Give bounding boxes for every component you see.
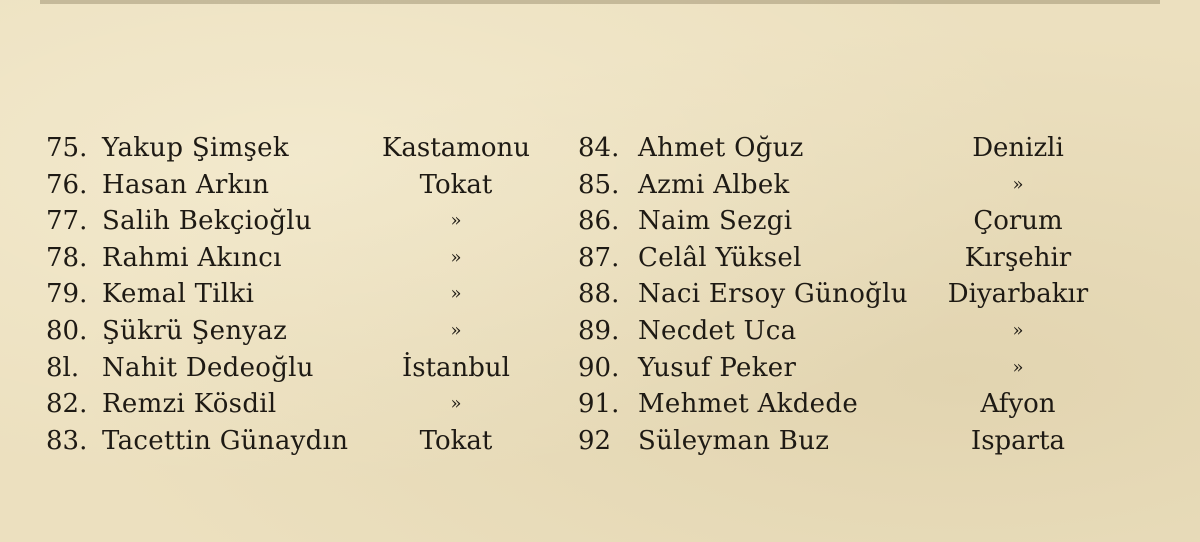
list-item [578,203,1138,240]
entry-number: 87. [578,242,620,273]
list-item [578,276,1138,313]
entry-city: Isparta [970,425,1066,456]
entry-number: 78. [46,242,88,273]
entry-number: 92 [578,425,612,456]
entry-number: 90. [578,352,620,383]
top-rule [40,0,1160,4]
list-item [578,313,1138,350]
entry-city-ditto: » [450,283,462,305]
list-item [578,240,1138,277]
entry-city: Diyarbakır [947,279,1089,310]
entry-number: 76. [46,169,88,200]
entry-name: Naim Sezgi [638,206,793,237]
entry-number: 89. [578,315,620,346]
entry-city-ditto: » [450,210,462,232]
entry-city-ditto: » [450,393,462,415]
entry-number: 86. [578,206,620,237]
entry-name: Mehmet Akdede [638,389,858,420]
entry-name: Yakup Şimşek [102,133,289,163]
entry-city: Kırşehir [964,242,1072,273]
list-item [46,313,586,350]
entry-city-ditto: » [1012,173,1024,195]
entry-city: İstanbul [401,352,510,383]
entry-name: Hasan Arkın [102,169,270,200]
entry-name: Şükrü Şenyaz [102,315,288,346]
entry-city-ditto: » [450,319,462,341]
entry-number: 77. [46,206,88,237]
entry-number: 88. [578,279,620,310]
left-column-list [46,130,586,459]
list-item [46,276,586,313]
list-item [46,386,586,423]
entry-city: Tokat [419,425,493,456]
entry-name: Yusuf Peker [638,352,797,383]
entry-name: Kemal Tilki [102,279,255,310]
entry-number: 85. [578,169,620,200]
entry-city: Afyon [980,389,1056,420]
entry-number: 75. [46,133,88,163]
right-column-list [578,130,1138,459]
entry-city: Tokat [419,169,493,200]
entry-number: 82. [46,389,88,420]
entry-city: Kastamonu [381,133,530,163]
entry-name: Nahit Dedeoğlu [102,352,314,383]
list-item [578,130,1138,167]
list-item [46,167,586,204]
list-item [46,203,586,240]
entry-name: Ahmet Oğuz [638,133,804,163]
entry-number: 91. [578,389,620,420]
entry-number: 83. [46,425,88,456]
entry-number: 79. [46,279,88,310]
list-item [578,386,1138,423]
entry-city-ditto: » [1012,319,1024,341]
entry-number: 84. [578,133,620,163]
list-item [46,240,586,277]
entry-city-ditto: » [450,246,462,268]
entry-city: Çorum [973,206,1063,237]
list-item [578,423,1138,460]
list-item [578,350,1138,387]
list-item [46,423,586,460]
list-item [578,167,1138,204]
entry-name: Tacettin Günaydın [102,425,349,456]
entry-name: Salih Bekçioğlu [102,206,312,237]
list-item [46,350,586,387]
entry-name: Remzi Kösdil [102,389,277,420]
entry-name: Süleyman Buz [638,425,830,456]
entry-city-ditto: » [1012,356,1024,378]
entry-name: Necdet Uca [638,315,797,346]
list-item [46,130,586,167]
entry-number: 8l. [46,352,80,383]
entry-name: Rahmi Akıncı [102,242,282,273]
entry-number: 80. [46,315,88,346]
entry-name: Naci Ersoy Günoğlu [638,279,908,310]
entry-name: Celâl Yüksel [638,242,802,273]
entry-city: Denizli [972,133,1064,163]
entry-name: Azmi Albek [638,169,790,200]
